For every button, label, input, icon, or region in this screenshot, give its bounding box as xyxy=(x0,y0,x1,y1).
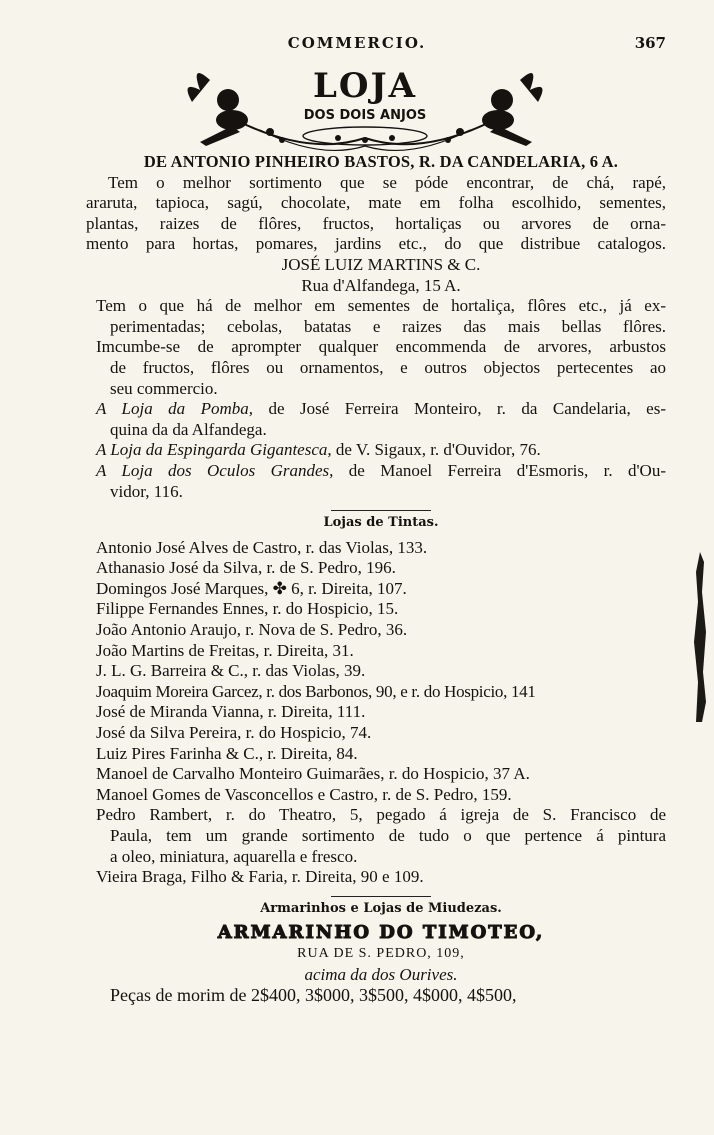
tintas-list xyxy=(96,538,666,888)
divider xyxy=(331,896,431,897)
list-item: João Martins de Freitas, r. Direita, 31. xyxy=(96,640,354,660)
shop-address: de José Ferreira Monteiro, r. da Candelaria, es- xyxy=(253,399,667,419)
list-item: Athanasio José da Silva, r. de S. Pedro, 196. xyxy=(96,558,396,578)
shop-vignette xyxy=(170,60,560,152)
list-item: J. L. G. Barreira & C., r. das Violas, 39. xyxy=(96,661,366,681)
text-line: de fructos, flôres ou ornamentos, e outros objectos pertecentes ao xyxy=(110,357,666,377)
text-line: mento para hortas, pomares, jardins etc., do que distribue catalogos. xyxy=(86,234,666,254)
shop-address-cont: quina da da Alfandega. xyxy=(110,419,267,439)
text-line: seu commercio. xyxy=(110,378,218,398)
martins-address: Rua d'Alfandega, 15 A. xyxy=(301,275,461,295)
text-line: plantas, raizes de flôres, fructos, hortaliças ou arvores de orna- xyxy=(86,213,666,233)
running-header xyxy=(0,34,714,56)
list-item: Joaquim Moreira Garcez, r. dos Barbonos, 90, e r. do Hospicio, 141 xyxy=(96,681,536,701)
list-item: a oleo, miniatura, aquarella e fresco. xyxy=(110,846,358,866)
text-line: Imcumbe-se de aprompter qualquer encommenda de arvores, arbustos xyxy=(96,337,666,357)
page-edge-stain xyxy=(690,552,710,722)
list-item: José de Miranda Vianna, r. Direita, 111. xyxy=(96,702,366,722)
shop-name: A Loja dos Oculos Grandes, xyxy=(96,460,334,480)
tintas-heading: Lojas de Tintas. xyxy=(323,515,439,531)
page-body xyxy=(86,152,667,1006)
list-item: Pedro Rambert, r. do Theatro, 5, pegado á igreja de S. Francisco de xyxy=(96,805,666,825)
list-item: Domingos José Marques, ✤ 6, r. Direita, 107. xyxy=(96,578,407,598)
page-number: 367 xyxy=(634,34,666,52)
logo-subtitle: DOS DOIS ANJOS xyxy=(303,108,427,123)
list-item: Filippe Fernandes Ennes, r. do Hospicio, 15. xyxy=(96,599,399,619)
shop-address-cont: vidor, 116. xyxy=(110,481,183,501)
armarinhos-heading: Armarinhos e Lojas de Miudezas. xyxy=(260,900,502,916)
text-line: araruta, tapioca, sagú, chocolate, mate em folha escolhido, sementes, xyxy=(86,193,666,213)
armarinho-shop-name-text: ARMARINHO DO TIMOTEO, xyxy=(217,922,545,944)
logo-title: LOJA xyxy=(313,66,417,106)
section-title: COMMERCIO. xyxy=(287,34,427,52)
armarinho-shop-name xyxy=(96,923,666,944)
shop-entry xyxy=(96,399,666,440)
list-item: Luiz Pires Farinha & C., r. Direita, 84. xyxy=(96,743,358,763)
shop-name: A Loja da Espingarda Gigantesca, xyxy=(96,440,332,460)
martins-description xyxy=(96,296,666,399)
list-item: Paula, tem um grande sortimento de tudo o que pertence á pintura xyxy=(110,826,666,845)
text-line: Tem o melhor sortimento que se póde encontrar, de chá, rapé, xyxy=(108,172,666,192)
divider xyxy=(331,510,431,511)
list-item: Manoel Gomes de Vasconcellos e Castro, r. de S. Pedro, 159. xyxy=(96,784,512,804)
owner-line: DE ANTONIO PINHEIRO BASTOS, R. DA CANDELARIA, 6 A. xyxy=(143,152,619,171)
armarinho-note: acima da dos Ourives. xyxy=(304,964,458,984)
shop-entry xyxy=(96,440,666,461)
text-line: perimentadas; cebolas, batatas e raizes das mais bellas flôres. xyxy=(110,316,666,336)
list-item: Manoel de Carvalho Monteiro Guimarães, r. do Hospicio, 37 A. xyxy=(96,764,530,784)
list-item: Antonio José Alves de Castro, r. das Violas, 133. xyxy=(96,537,428,557)
shop-address: de Manoel Ferreira d'Esmoris, r. d'Ou- xyxy=(333,460,666,480)
list-item: João Antonio Araujo, r. Nova de S. Pedro, 36. xyxy=(96,620,408,640)
shop-name: A Loja da Pomba, xyxy=(96,399,254,419)
martins-name: JOSÉ LUIZ MARTINS & C. xyxy=(281,254,481,274)
list-item: José da Silva Pereira, r. do Hospicio, 74. xyxy=(96,723,372,743)
shop-entry xyxy=(96,461,666,502)
shop-address: de V. Sigaux, r. d'Ouvidor, 76. xyxy=(331,440,541,460)
text-line: Tem o que há de melhor em sementes de hortaliça, flôres etc., já ex- xyxy=(96,296,666,316)
list-item: Vieira Braga, Filho & Faria, r. Direita, 90 e 109. xyxy=(96,867,424,887)
armarinho-street: RUA DE S. PEDRO, 109, xyxy=(297,945,465,961)
armarinho-prices: Peças de morim de 2$400, 3$000, 3$500, 4$000, 4$500, xyxy=(110,985,517,1006)
anjos-description xyxy=(86,172,666,255)
